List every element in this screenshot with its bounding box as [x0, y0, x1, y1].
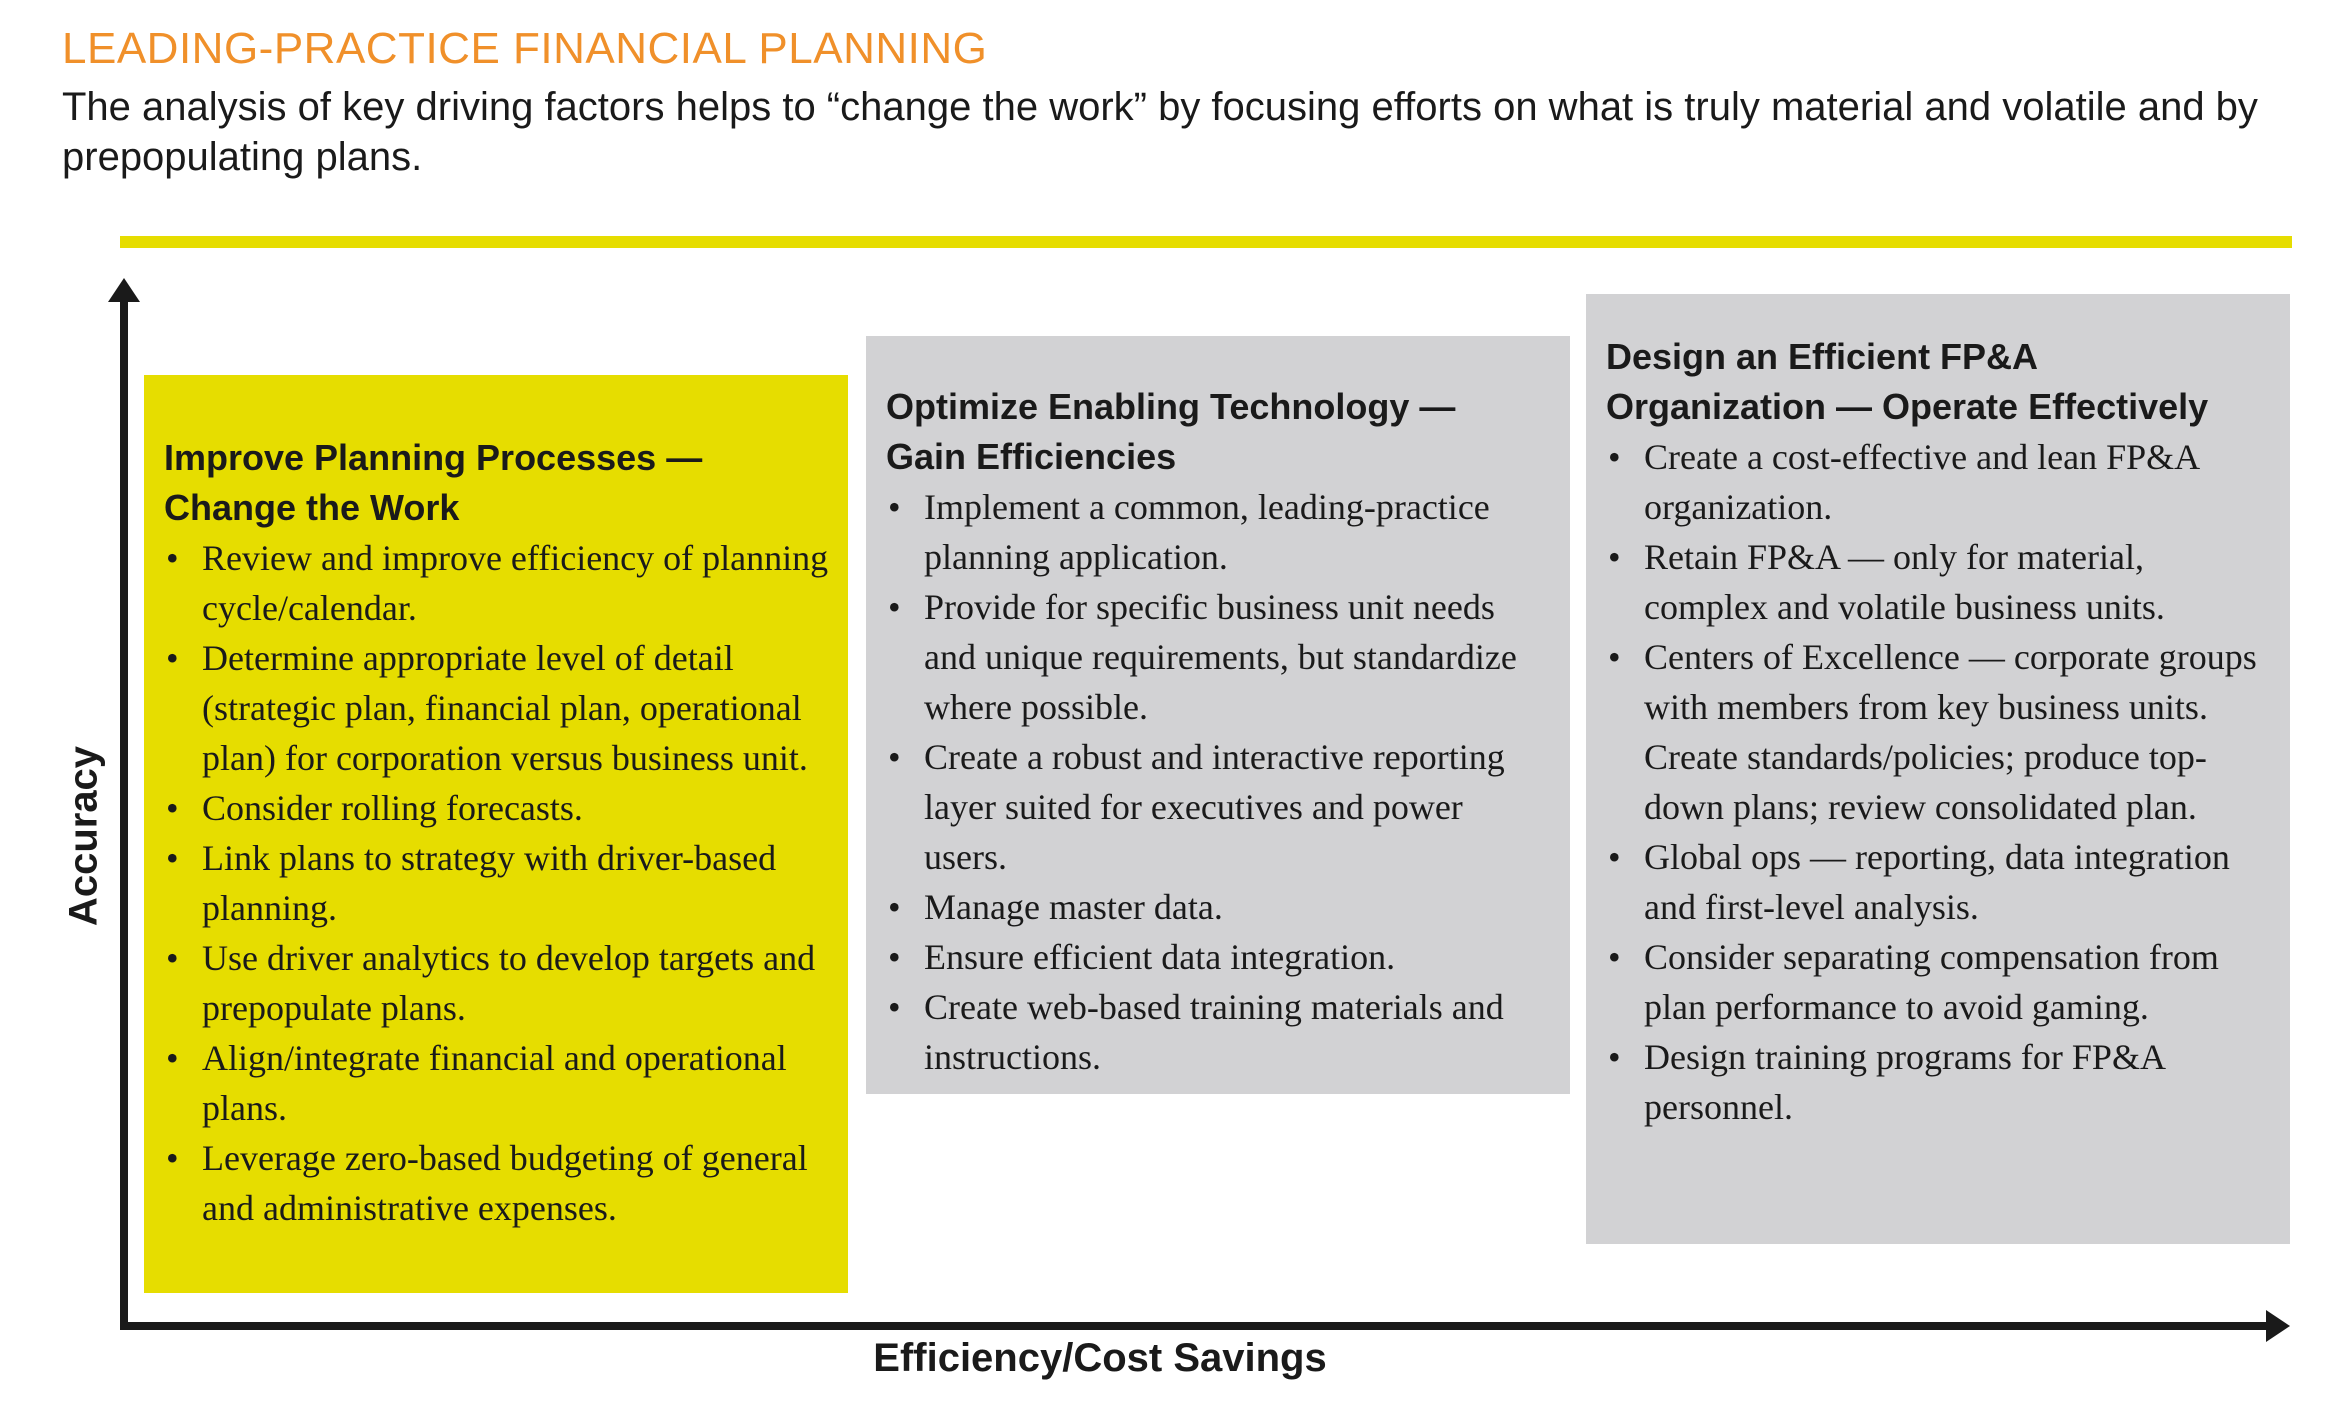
box-improve-planning-processes [144, 375, 848, 1293]
box-title-line: Gain Efficiencies [886, 436, 1177, 477]
y-axis-arrow-icon [108, 278, 140, 302]
bullet-list [164, 533, 830, 1233]
list-item: • Create web-based training materials and instructions. [886, 982, 1552, 1082]
list-item: • Implement a common, leading-practice planning application. [886, 482, 1552, 582]
box-title-line: Optimize Enabling Technology — [886, 386, 1456, 427]
list-item: • Create a cost-effective and lean FP&A organization. [1606, 432, 2272, 532]
box-title [164, 433, 830, 533]
box-title [886, 382, 1552, 482]
box-title [1606, 332, 2272, 432]
list-item: • Create a robust and interactive reporting layer suited for executives and power users. [886, 732, 1552, 882]
y-axis-label: Accuracy [61, 745, 106, 927]
list-item: • Leverage zero-based budgeting of general and administrative expenses. [164, 1133, 830, 1233]
bullet-list [886, 482, 1552, 1082]
list-item: • Consider separating compensation from plan performance to avoid gaming. [1606, 932, 2272, 1032]
box-title-line: Improve Planning Processes — [164, 437, 703, 478]
list-item: • Ensure efficient data integration. [886, 932, 1552, 982]
list-item: • Align/integrate financial and operational plans. [164, 1033, 830, 1133]
box-title-line: Change the Work [164, 487, 460, 528]
list-item: • Use driver analytics to develop targets and prepopulate plans. [164, 933, 830, 1033]
list-item: • Provide for specific business unit needs and unique requirements, but standardize where possible. [886, 582, 1552, 732]
x-axis-label: Efficiency/Cost Savings [873, 1336, 1327, 1380]
box-design-efficient-fpa-organization [1586, 294, 2290, 1244]
x-axis-arrow-icon [2266, 1310, 2290, 1342]
x-axis-line [120, 1322, 2270, 1330]
list-item: • Link plans to strategy with driver-based planning. [164, 833, 830, 933]
list-item: • Review and improve efficiency of planning cycle/calendar. [164, 533, 830, 633]
box-optimize-enabling-technology [866, 336, 1570, 1094]
box-title-line: Design an Efficient FP&A [1606, 336, 2039, 377]
list-item: • Centers of Excellence — corporate groups with members from key business units. Create standards/policies; produce top-down plans; review consolidated plan. [1606, 632, 2272, 832]
list-item: • Consider rolling forecasts. [164, 783, 830, 833]
box-title-line: Organization — Operate Effectively [1606, 386, 2209, 427]
yellow-divider [120, 236, 2292, 248]
list-item: • Manage master data. [886, 882, 1552, 932]
page-subtitle: The analysis of key driving factors helps to “change the work” by focusing efforts on what is truly material and volatile and by prepopulating plans. [62, 85, 2258, 179]
list-item: • Design training programs for FP&A personnel. [1606, 1032, 2272, 1132]
list-item: • Determine appropriate level of detail (strategic plan, financial plan, operational plan) for corporation versus business unit. [164, 633, 830, 783]
list-item: • Global ops — reporting, data integration and first-level analysis. [1606, 832, 2272, 932]
bullet-list [1606, 432, 2272, 1132]
page-title: LEADING-PRACTICE FINANCIAL PLANNING [62, 24, 988, 73]
y-axis-line [120, 300, 128, 1330]
list-item: • Retain FP&A — only for material, complex and volatile business units. [1606, 532, 2272, 632]
